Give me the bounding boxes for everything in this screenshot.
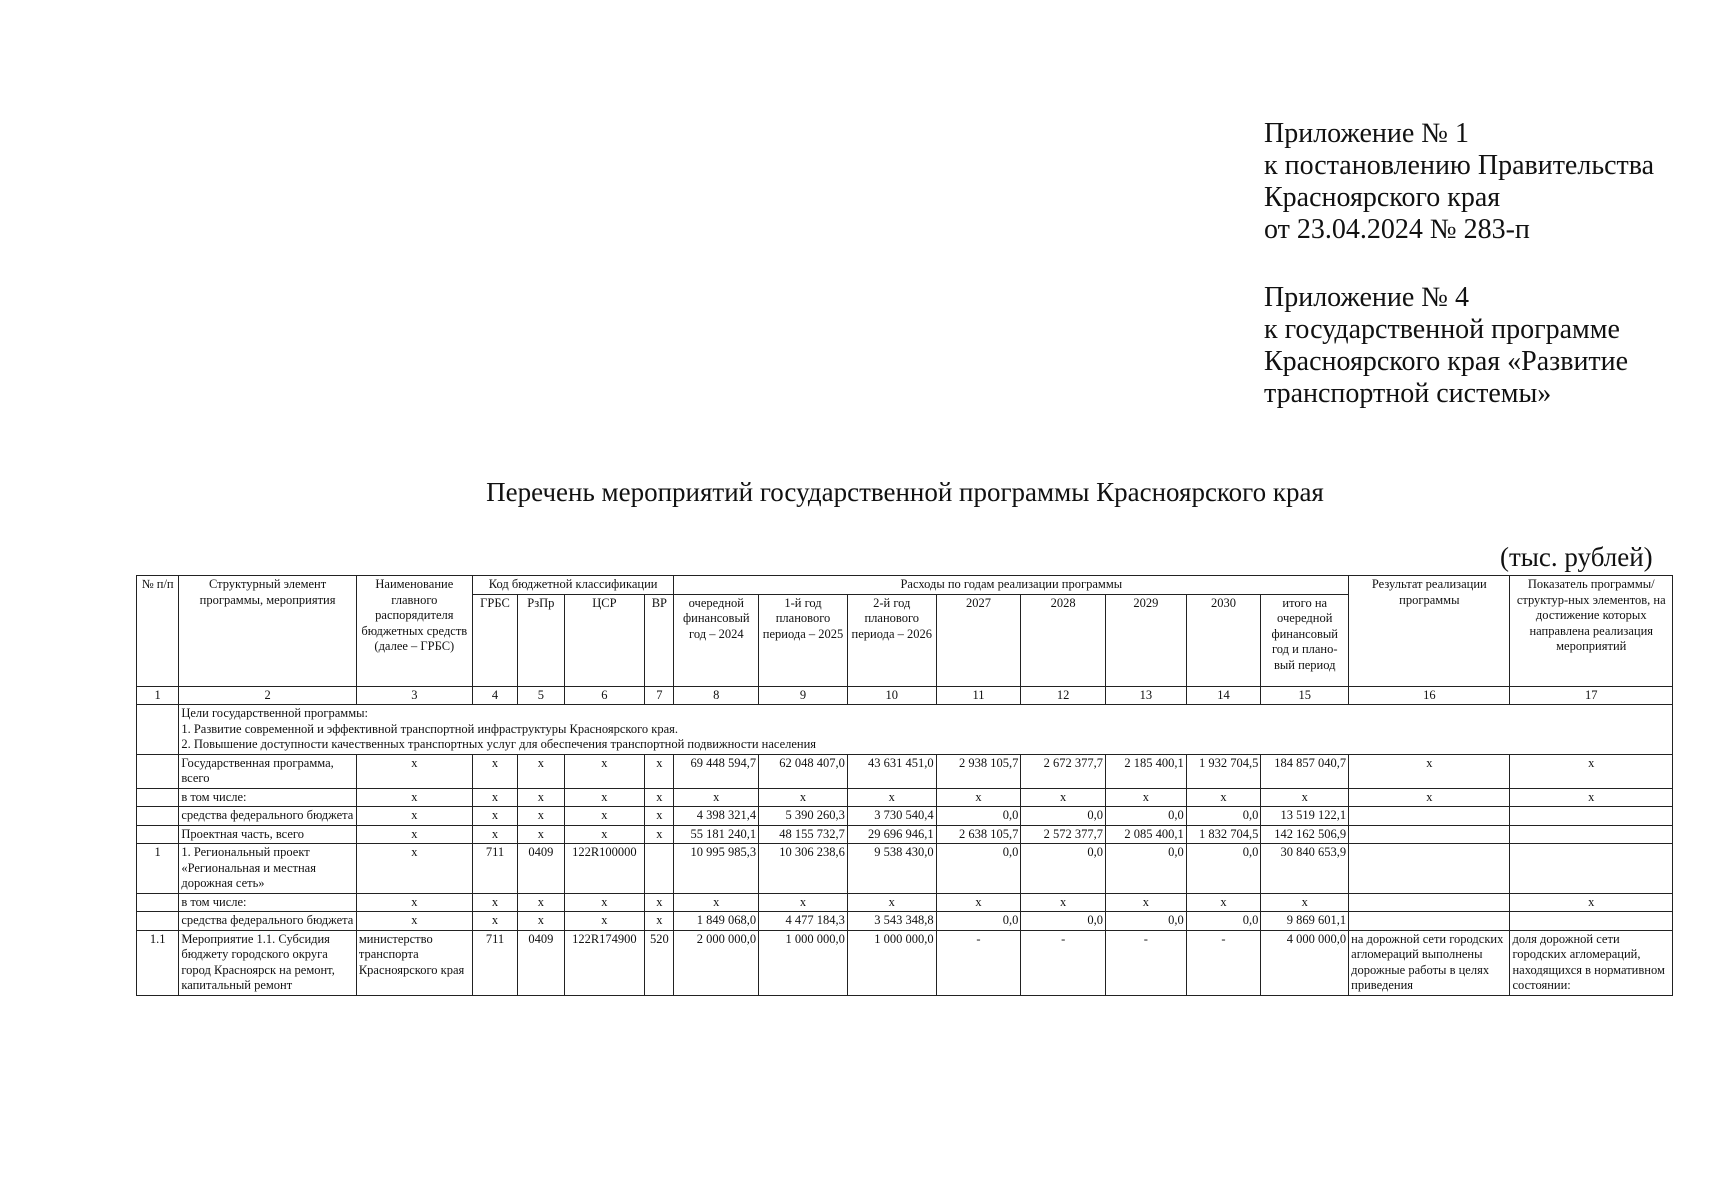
table-cell: х (645, 754, 674, 788)
table-cell: 2 185 400,1 (1106, 754, 1187, 788)
table-cell: 0,0 (1021, 912, 1106, 931)
header-year-col: итого на очередной финансовый год и плано-вый период (1261, 594, 1349, 686)
table-cell: х (356, 844, 472, 894)
table-cell: - (936, 930, 1021, 995)
goals-cell (179, 705, 1673, 755)
table-cell: 0,0 (1106, 844, 1187, 894)
column-number-cell: 2 (179, 686, 356, 705)
table-cell: 1 (137, 844, 179, 894)
table-cell: 520 (645, 930, 674, 995)
appendix-1-line: от 23.04.2024 № 283-п (1264, 214, 1530, 245)
appendix-1-line: Красноярского края (1264, 182, 1501, 213)
table-cell: 1 000 000,0 (847, 930, 936, 995)
table-cell: 0,0 (936, 807, 1021, 826)
table-row (137, 825, 1673, 844)
table-cell: х (518, 912, 564, 931)
table-cell: 0,0 (936, 844, 1021, 894)
column-number-cell: 6 (564, 686, 645, 705)
table-cell: х (1510, 893, 1673, 912)
column-number-cell: 10 (847, 686, 936, 705)
table-cell: средства федерального бюджета (179, 807, 356, 826)
table-cell: 1 000 000,0 (759, 930, 848, 995)
table-cell (1510, 844, 1673, 894)
table-cell: 0,0 (1021, 807, 1106, 826)
table-cell: 43 631 451,0 (847, 754, 936, 788)
appendix-1-line: к постановлению Правительства (1264, 150, 1655, 181)
table-cell: х (936, 893, 1021, 912)
header-row-top (137, 576, 1673, 595)
appendix-4-line: транспортной системы» (1264, 378, 1552, 409)
table-cell: х (356, 893, 472, 912)
header-grbs-name: Наименование главного распорядителя бюджетных средств (далее – ГРБС) (356, 576, 472, 687)
table-cell: Мероприятие 1.1. Субсидия бюджету городского округа город Красноярск на ремонт, капитальный ремонт (179, 930, 356, 995)
table-cell: министерство транспорта Красноярского края (356, 930, 472, 995)
table-cell: х (356, 788, 472, 807)
table-cell: х (1106, 788, 1187, 807)
table-cell: 711 (472, 844, 517, 894)
table-cell: х (674, 893, 759, 912)
table-cell: х (472, 912, 517, 931)
table-cell: средства федерального бюджета (179, 912, 356, 931)
table-cell: 1 832 704,5 (1186, 825, 1261, 844)
header-element: Структурный элемент программы, мероприятия (179, 576, 356, 687)
table-cell: 4 398 321,4 (674, 807, 759, 826)
table-cell (1349, 893, 1510, 912)
table-cell: х (1349, 788, 1510, 807)
header-year-col: 2029 (1106, 594, 1187, 686)
table-cell: х (564, 825, 645, 844)
measures-table (136, 575, 1673, 996)
table-cell: 0,0 (1021, 844, 1106, 894)
units-label: (тыс. рублей) (1500, 542, 1653, 572)
table-cell: 2 938 105,7 (936, 754, 1021, 788)
table-cell: х (936, 788, 1021, 807)
table-cell: 4 000 000,0 (1261, 930, 1349, 995)
table-cell: 2 572 377,7 (1021, 825, 1106, 844)
table-cell: 5 390 260,3 (759, 807, 848, 826)
table-cell: х (472, 807, 517, 826)
table-cell: х (1261, 893, 1349, 912)
table-cell: х (564, 912, 645, 931)
header-year-col: 2030 (1186, 594, 1261, 686)
header-year-col: 2-й год планового периода – 2026 (847, 594, 936, 686)
table-cell: х (645, 825, 674, 844)
column-number-cell: 7 (645, 686, 674, 705)
table-cell: 184 857 040,7 (1261, 754, 1349, 788)
table-cell: х (472, 825, 517, 844)
table-cell: 48 155 732,7 (759, 825, 848, 844)
table-cell: х (472, 788, 517, 807)
table-cell: х (1186, 893, 1261, 912)
table-cell: х (472, 754, 517, 788)
table-cell: х (356, 807, 472, 826)
table-row (137, 844, 1673, 894)
table-cell: 122R100000 (564, 844, 645, 894)
table-cell: х (518, 893, 564, 912)
table-cell (137, 893, 179, 912)
table-cell: 13 519 122,1 (1261, 807, 1349, 826)
header-result: Результат реализации программы (1349, 576, 1510, 687)
appendix-4-line: к государственной программе (1264, 314, 1620, 345)
table-cell: 1 849 068,0 (674, 912, 759, 931)
column-number-cell: 9 (759, 686, 848, 705)
table-cell: 29 696 946,1 (847, 825, 936, 844)
table-cell: х (518, 825, 564, 844)
table-cell: х (645, 893, 674, 912)
table-cell: 0,0 (1106, 807, 1187, 826)
table-cell: 0,0 (1186, 912, 1261, 931)
appendix-1-line: Приложение № 1 (1264, 118, 1469, 149)
table-cell: 1. Региональный проект «Региональная и местная дорожная сеть» (179, 844, 356, 894)
table-row (137, 893, 1673, 912)
table-cell: 122R174900 (564, 930, 645, 995)
header-expenses: Расходы по годам реализации программы (674, 576, 1349, 595)
table-cell: 9 869 601,1 (1261, 912, 1349, 931)
column-number-cell: 13 (1106, 686, 1187, 705)
column-number-row (137, 686, 1673, 705)
table-cell: х (356, 754, 472, 788)
table-cell: х (356, 825, 472, 844)
table-cell: 10 306 238,6 (759, 844, 848, 894)
table-cell: х (759, 788, 848, 807)
column-number-cell: 14 (1186, 686, 1261, 705)
table-cell: 9 538 430,0 (847, 844, 936, 894)
table-cell (1349, 807, 1510, 826)
table-cell: 0409 (518, 930, 564, 995)
table-cell: 3 543 348,8 (847, 912, 936, 931)
table-cell: 711 (472, 930, 517, 995)
table-cell: х (1510, 788, 1673, 807)
table-cell: х (759, 893, 848, 912)
column-number-cell: 17 (1510, 686, 1673, 705)
table-cell: 1 932 704,5 (1186, 754, 1261, 788)
table-cell: х (518, 754, 564, 788)
table-cell: х (564, 788, 645, 807)
table-cell: х (1510, 754, 1673, 788)
table-cell: 3 730 540,4 (847, 807, 936, 826)
appendix-4-line: Приложение № 4 (1264, 282, 1469, 313)
table-cell (1510, 807, 1673, 826)
header-kbk-col: ГРБС (472, 594, 517, 686)
header-kbk-col: ВР (645, 594, 674, 686)
table-cell: х (518, 788, 564, 807)
header-kbk-col: РзПр (518, 594, 564, 686)
table-cell: х (564, 754, 645, 788)
table-cell: 55 181 240,1 (674, 825, 759, 844)
goals-line: 1. Развитие современной и эффективной транспортной инфраструктуры Красноярского края. (181, 721, 679, 736)
table-cell: в том числе: (179, 788, 356, 807)
table-cell: - (1186, 930, 1261, 995)
header-num: № п/п (137, 576, 179, 687)
table-cell: х (1349, 754, 1510, 788)
column-number-cell: 1 (137, 686, 179, 705)
column-number-cell: 3 (356, 686, 472, 705)
table-row (137, 930, 1673, 995)
table-cell: 62 048 407,0 (759, 754, 848, 788)
table-row (137, 788, 1673, 807)
table-cell (137, 825, 179, 844)
table-cell: 69 448 594,7 (674, 754, 759, 788)
appendix-1-block (1264, 118, 1654, 246)
table-cell (1510, 825, 1673, 844)
column-number-cell: 16 (1349, 686, 1510, 705)
header-kbk-col: ЦСР (564, 594, 645, 686)
table-cell: 2 638 105,7 (936, 825, 1021, 844)
table-cell: х (674, 788, 759, 807)
table-cell: х (645, 912, 674, 931)
goals-line: Цели государственной программы: (181, 706, 368, 720)
table-cell: 2 672 377,7 (1021, 754, 1106, 788)
table-row (137, 912, 1673, 931)
table-cell: х (1106, 893, 1187, 912)
table-cell: х (356, 912, 472, 931)
table-cell: Государственная программа, всего (179, 754, 356, 788)
table-cell: 4 477 184,3 (759, 912, 848, 931)
table-cell: х (1261, 788, 1349, 807)
column-number-cell: 11 (936, 686, 1021, 705)
table-cell: 0,0 (1106, 912, 1187, 931)
table-cell (1510, 912, 1673, 931)
column-number-cell: 5 (518, 686, 564, 705)
header-year-col: 1-й год планового периода – 2025 (759, 594, 848, 686)
table-cell: 1.1 (137, 930, 179, 995)
column-number-cell: 12 (1021, 686, 1106, 705)
table-cell: х (847, 788, 936, 807)
table-cell (137, 912, 179, 931)
column-number-cell: 8 (674, 686, 759, 705)
header-year-col: 2028 (1021, 594, 1106, 686)
table-cell: в том числе: (179, 893, 356, 912)
table-cell: х (1021, 788, 1106, 807)
table-cell: 2 000 000,0 (674, 930, 759, 995)
table-cell (137, 754, 179, 788)
table-cell: х (518, 807, 564, 826)
table-cell (1349, 912, 1510, 931)
table-cell: Проектная часть, всего (179, 825, 356, 844)
table-cell: х (472, 893, 517, 912)
table-cell: х (1021, 893, 1106, 912)
table-cell: 0409 (518, 844, 564, 894)
table-cell (1349, 844, 1510, 894)
table-row (137, 807, 1673, 826)
table-cell (137, 788, 179, 807)
table-cell: - (1021, 930, 1106, 995)
table-cell: х (645, 788, 674, 807)
table-cell: 142 162 506,9 (1261, 825, 1349, 844)
header-year-col: очередной финансовый год – 2024 (674, 594, 759, 686)
table-cell: на дорожной сети городских агломераций выполнены дорожные работы в целях приведения (1349, 930, 1510, 995)
table-cell: х (1186, 788, 1261, 807)
goals-empty-cell (137, 705, 179, 755)
table-cell (137, 807, 179, 826)
goals-row (137, 705, 1673, 755)
table-cell: х (564, 807, 645, 826)
column-number-cell: 15 (1261, 686, 1349, 705)
table-cell: х (564, 893, 645, 912)
header-indicator: Показатель программы/структур-ных элементов, на достижение которых направлена реализация мероприятий (1510, 576, 1673, 687)
table-cell: 0,0 (936, 912, 1021, 931)
document-title: Перечень мероприятий государственной программы Красноярского края (486, 477, 1324, 507)
header-kbk: Код бюджетной классификации (472, 576, 674, 595)
appendix-4-block (1264, 282, 1628, 410)
table-cell: доля дорожной сети городских агломераций, находящихся в нормативном состоянии: (1510, 930, 1673, 995)
column-number-cell: 4 (472, 686, 517, 705)
table-cell: 0,0 (1186, 807, 1261, 826)
table-cell: 0,0 (1186, 844, 1261, 894)
goals-line: 2. Повышение доступности качественных транспортных услуг для обеспечения транспортной подвижности населения (181, 737, 817, 751)
header-year-col: 2027 (936, 594, 1021, 686)
table-cell: х (847, 893, 936, 912)
appendix-4-line: Красноярского края «Развитие (1264, 346, 1629, 377)
table-row (137, 754, 1673, 788)
table-cell: - (1106, 930, 1187, 995)
table-cell (645, 844, 674, 894)
table-cell: 30 840 653,9 (1261, 844, 1349, 894)
table-cell (1349, 825, 1510, 844)
table-cell: х (645, 807, 674, 826)
table-cell: 2 085 400,1 (1106, 825, 1187, 844)
table-cell: 10 995 985,3 (674, 844, 759, 894)
